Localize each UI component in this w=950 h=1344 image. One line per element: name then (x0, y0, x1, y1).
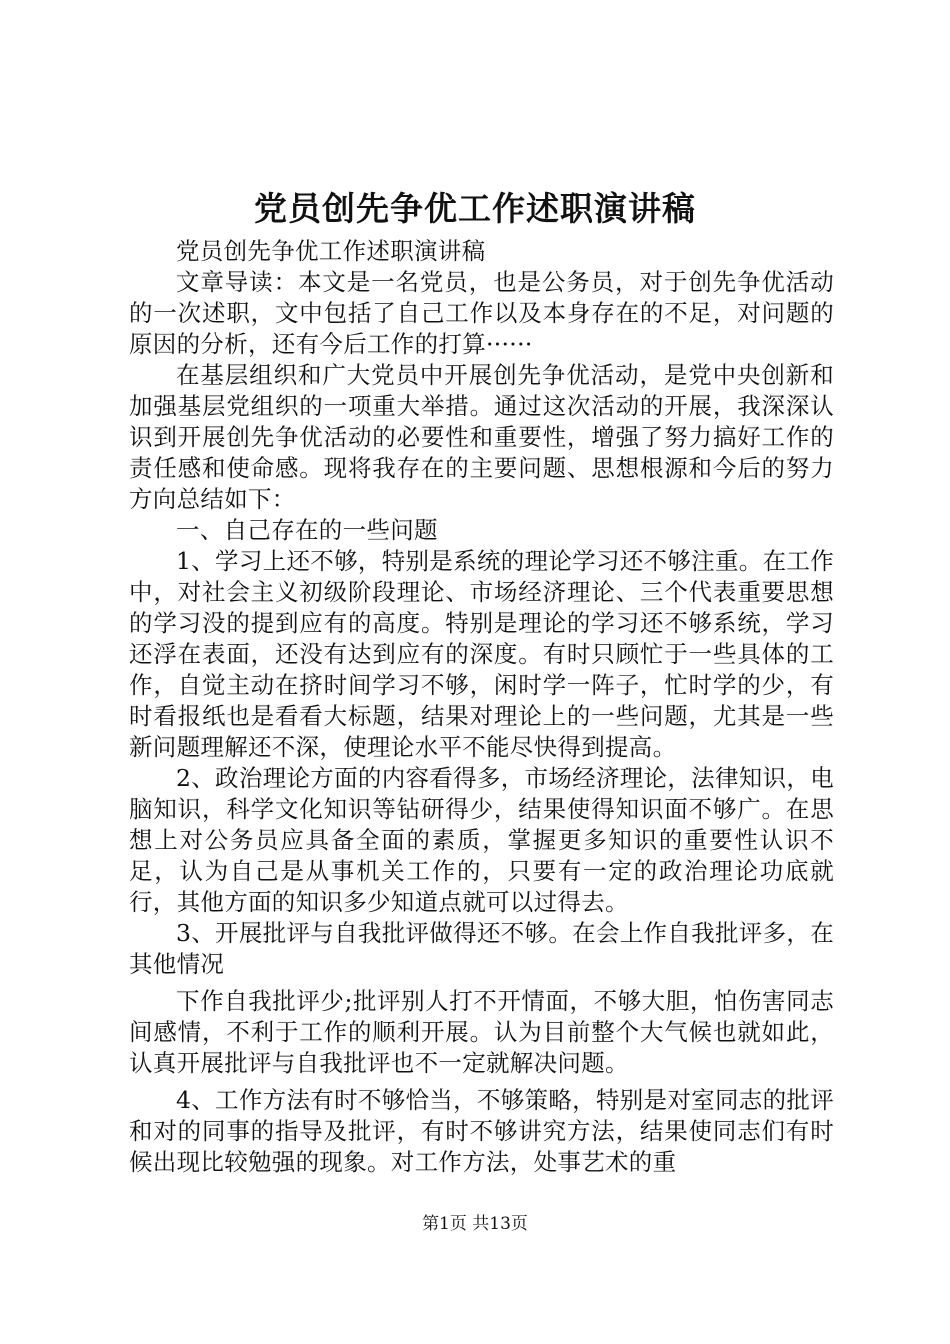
body-paragraph: 4、工作方法有时不够恰当，不够策略，特别是对室同志的批评和对的同事的指导及批评，有时不够讲究方法，结果使同志们有时候出现比较勉强的现象。对工作方法，处事艺术的重 (129, 1086, 834, 1176)
page-number: 第1页 (422, 1214, 467, 1234)
body-paragraph: 党员创先争优工作述职演讲稿 (176, 237, 486, 265)
document-title: 党员创先争优工作述职演讲稿 (254, 189, 696, 228)
section-heading: 一、自己存在的一些问题 (176, 516, 438, 544)
page-total: 共13页 (472, 1214, 528, 1234)
page-footer (0, 1212, 950, 1236)
body-paragraph: 下作自我批评少;批评别人打不开情面，不够大胆，怕伤害同志间感情，不利于工作的顺利开展。认为目前整个大气候也就如此，认真开展批评与自我批评也不一定就解决问题。 (129, 987, 834, 1077)
body-paragraph: 文章导读：本文是一名党员，也是公务员，对于创先争优活动的一次述职，文中包括了自己工作以及本身存在的不足，对问题的原因的分析，还有今后工作的打算······ (129, 268, 834, 358)
body-paragraph: 在基层组织和广大党员中开展创先争优活动，是党中央创新和加强基层党组织的一项重大举措。通过这次活动的开展，我深深认识到开展创先争优活动的必要性和重要性，增强了努力搞好工作的责任感和使命感。现将我存在的主要问题、思想根源和今后的努力方向总结如下： (129, 361, 834, 513)
body-paragraph: 3、开展批评与自我批评做得还不够。在会上作自我批评多，在其他情况 (129, 919, 834, 978)
document-body (129, 236, 834, 1178)
body-paragraph: 1、学习上还不够，特别是系统的理论学习还不够注重。在工作中，对社会主义初级阶段理论、市场经济理论、三个代表重要思想的学习没的提到应有的高度。特别是理论的学习还不够系统，学习还浮在表面，还没有达到应有的深度。有时只顾忙于一些具体的工作，自觉主动在挤时间学习不够，闲时学一阵子，忙时学的少，有时看报纸也是看看大标题，结果对理论上的一些问题，尤其是一些新问题理解还不深，使理论水平不能尽快得到提高。 (129, 547, 834, 761)
body-paragraph: 2、政治理论方面的内容看得多，市场经济理论，法律知识，电脑知识，科学文化知识等钻研得少，结果使得知识面不够广。在思想上对公务员应具备全面的素质，掌握更多知识的重要性认识不足，认为自己是从事机关工作的，只要有一定的政治理论功底就行，其他方面的知识多少知道点就可以过得去。 (129, 764, 834, 916)
